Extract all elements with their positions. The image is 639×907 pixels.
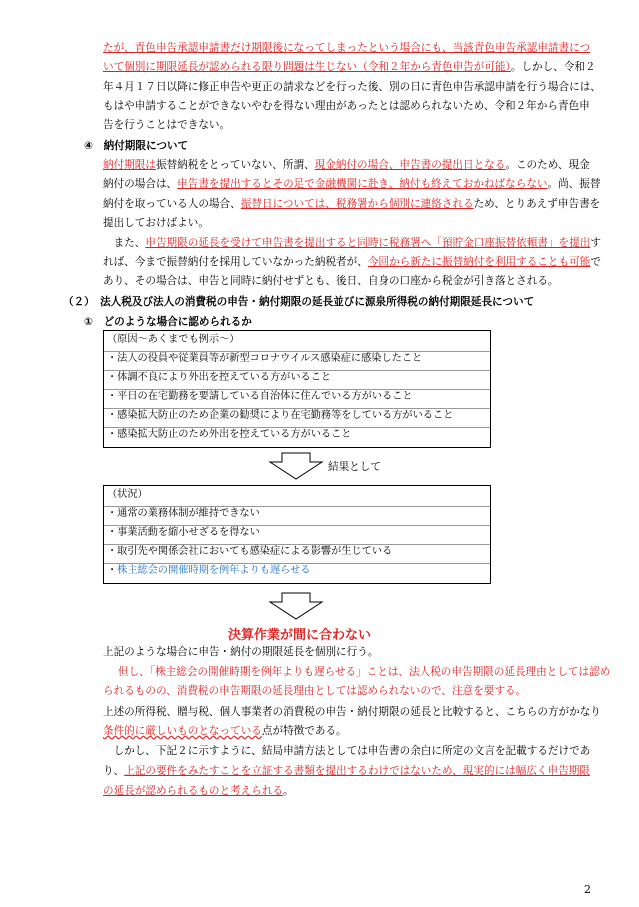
text-line [103,274,559,288]
cause-item: ・平日の在宅勤務を要請している自治体に住んでいる方がいること [104,389,490,404]
text-run: （２） 法人税及び法人の消費税の申告・納付期限の延長並びに源泉所得税の納付期限延長について [63,296,535,308]
situation-item-prefix: ・ [107,565,118,576]
text-run: られるものの、消費税の申告期限の延長理由としては認められないので、注意を要する。 [103,685,527,697]
text-line [103,99,590,113]
text-line [103,118,230,132]
text-line [103,177,600,191]
text-line [103,60,596,74]
text-run: 年４月１７日以降に修正申告や更正の請求などを行った後、別の日に青色申告承認申請を行う場合には、 [103,81,601,93]
situation-item-highlight: 株主総会の開催時期を例年よりも遅らせる [117,565,311,576]
text-line [103,744,590,758]
text-run: 提出しておけばよい。 [103,217,209,229]
text-run: しかし、下記２に示すように、結局申請方法としては申告書の余白に所定の文言を記載するだけであ [103,745,591,757]
text-line [103,784,294,798]
text-run: 点が特徴である。 [261,725,347,737]
text-run: 申告書を提出するとその足で金融機関に赴き、納付も終えておかねばならない [177,178,548,190]
text-run: 青色申告承認申請書だけ期限後になってしまったという場合にも、当該青色申告承認申請書につ [134,42,591,54]
text-run: 。このため、現金 [505,159,590,171]
text-line [103,197,600,211]
arrow-label: 結果として [328,461,381,473]
text-run: の延長が認められるものと考えられる [103,785,284,797]
text-line [103,216,209,230]
text-run: 納付期限は [103,159,156,171]
text-run: 振替納税をとっていない、所謂、 [155,159,315,171]
text-run: 。しかし、令和２ [510,61,596,73]
text-line [103,645,378,659]
text-run: また、 [103,237,146,249]
text-run: 条件的に厳しいものとなっている [103,725,262,737]
text-run: ① どのような場合に認められるか [84,316,252,328]
text-run: 上記の要件をみたすことを立証する書類を提出するわけではないため、現実的には幅広く申告期限 [124,765,590,777]
text-run: 申告期限の延長を受けて申告書を提出すると同時に税務署へ「預貯金口座振替依頼書」を提出 [145,237,591,249]
text-line [103,764,590,778]
text-run: ④ 納付期限について [84,140,189,152]
text-line [103,255,601,269]
text-run: 上記のような場合に申告・納付の期限延長を個別に行う。 [103,646,379,658]
text-line [103,684,526,698]
situation-item: ・通常の業務体制が維持できない [104,506,490,521]
causes-box-title: （原因～あくまでも例示～） [107,334,240,345]
text-line [103,724,347,738]
headline: 決算作業が間に合わない [228,628,372,643]
page-number: 2 [584,883,591,896]
text-run: れば、今まで振替納付を採用していなかった納税者が、 [103,256,368,268]
text-run: 納付の場合は、 [103,178,178,190]
situation-item [104,563,490,578]
text-run: 但し、「株主総会の開催時期を例年よりも遅らせる」ことは、法人税の申告期限の延長理由としては認め [118,666,611,678]
text-run: ため、とりあえず申告書を [473,198,601,210]
text-run: で [590,256,601,268]
text-line [84,315,252,329]
text-run: あり、その場合は、申告と同時に納付せずとも、後日、自身の口座から税金が引き落とされる。 [103,275,559,287]
text-run: 告を行うことはできない。 [103,119,231,131]
situation-item: ・取引先や関係会社においても感染症による影響が生じている [104,544,490,559]
cause-item: ・法人の役員や従業員等が新型コロナウイルス感染症に感染したこと [104,351,490,366]
cause-item: ・感染拡大防止のため企業の勧奨により在宅勤務等をしている方がいること [104,408,490,423]
text-run: 振替日については、税務署から個別に連絡される [240,198,474,210]
situation-box [103,485,491,584]
text-line [63,295,534,309]
cause-item: ・感染拡大防止のため外出を控えている方がいること [104,427,490,442]
text-line [103,158,590,172]
text-line [103,705,601,719]
down-arrow-icon [268,452,324,480]
text-run: す [590,237,601,249]
causes-box [103,330,491,448]
text-line [103,41,590,55]
text-run: 現金納付の場合、申告書の提出日となる [314,159,506,171]
text-run: 今回から新たに振替納付を利用することも可能 [367,256,591,268]
text-line [118,665,610,679]
cause-item: ・体調不良により外出を控えている方がいること [104,370,490,385]
text-run: たが、 [103,42,135,54]
text-run: もはや申請することができないやむを得ない理由があったとは認められないため、令和２年から青色申 [103,100,590,112]
situation-box-title: （状況） [107,489,148,500]
text-run: 上述の所得税、贈与税、個人事業者の消費税の申告・納付期限の延長と比較すると、こちらの方がかなり [103,706,601,718]
text-run: いて個別に期限延長が認められる限り問題は生じない（令和２年から青色申告が可能） [103,61,511,73]
text-run: 。 [283,785,294,797]
text-run: り、 [103,765,125,777]
down-arrow-icon [268,592,324,620]
text-line [84,139,188,153]
text-line [103,80,601,94]
situation-item: ・事業活動を縮小せざるを得ない [104,525,490,540]
text-run: 。尚、振替 [547,178,601,190]
text-line [103,236,601,250]
text-run: 納付を取っている人の場合、 [103,198,241,210]
